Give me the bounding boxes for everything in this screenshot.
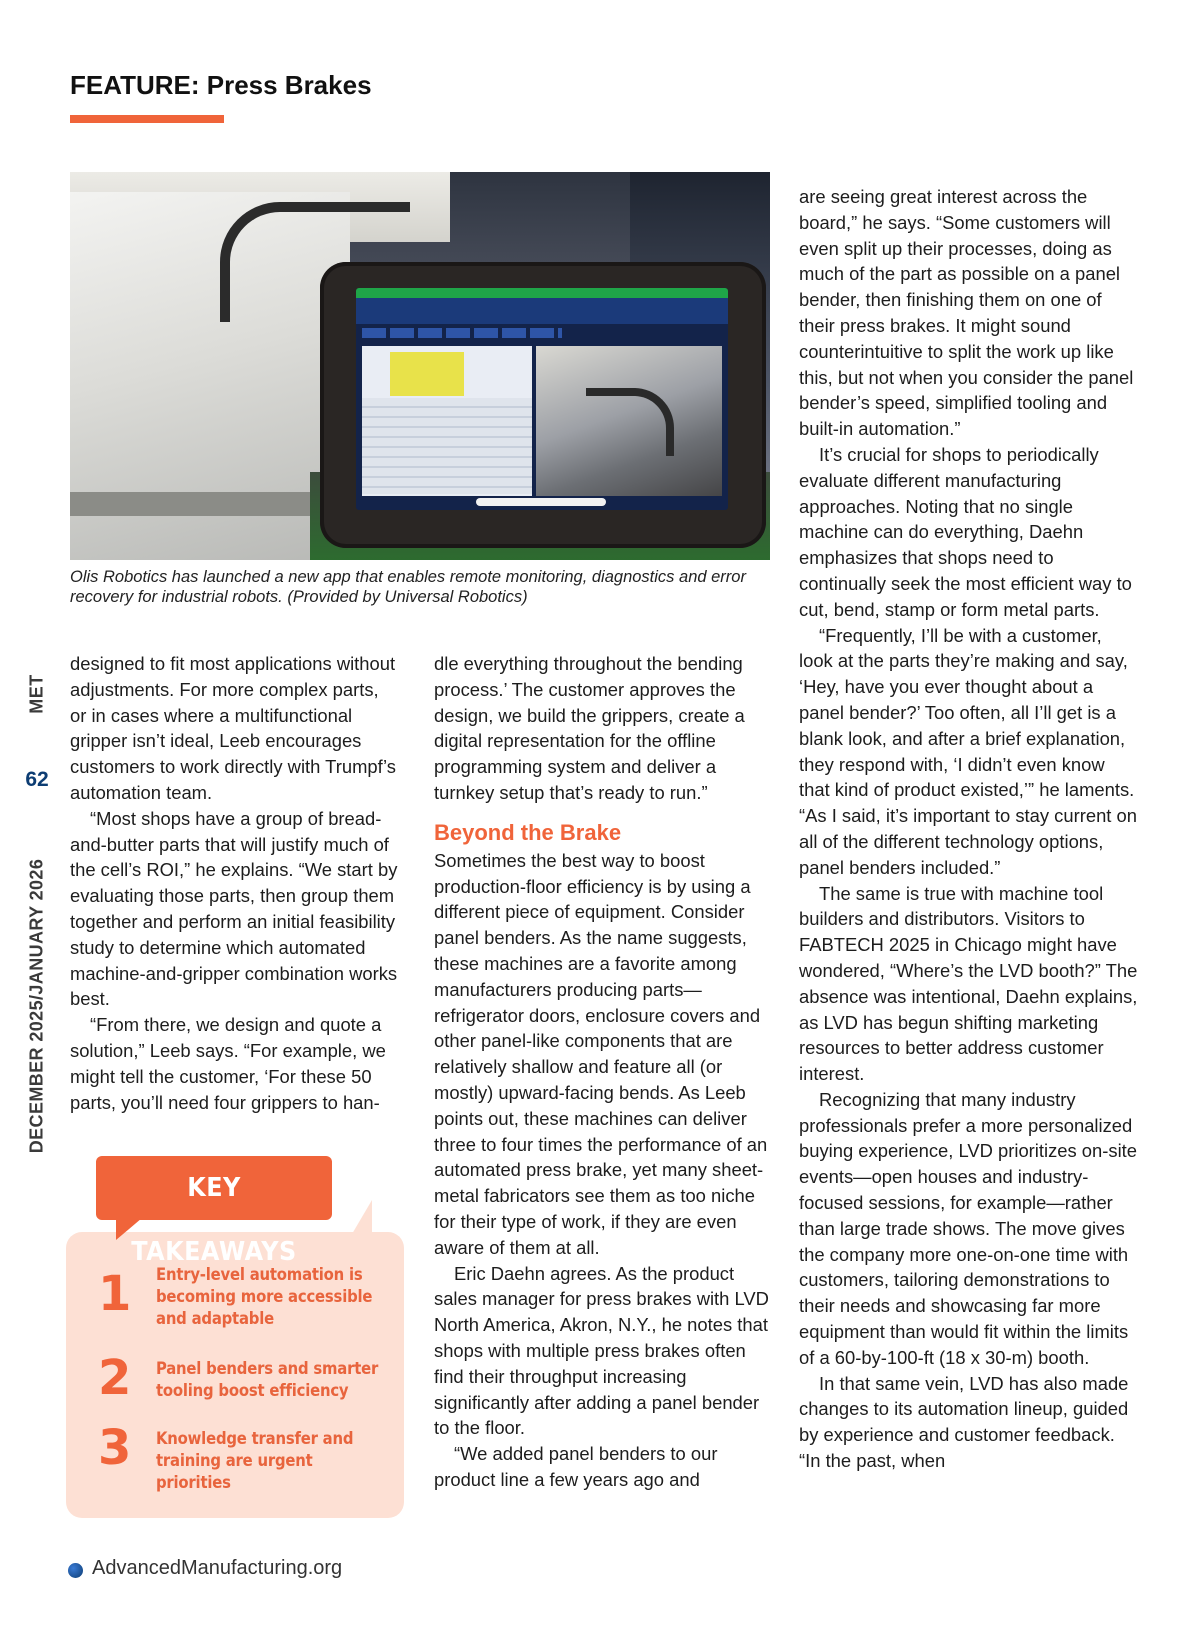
screen-dock	[476, 498, 606, 506]
paragraph: “We added panel benders to our product line a few years ago and	[434, 1443, 718, 1490]
article-column-2	[434, 651, 774, 1493]
photo-tablet	[320, 262, 766, 548]
tablet-screen	[356, 288, 728, 510]
screen-status-bar	[356, 288, 728, 298]
takeaway-text: Knowledge transfer and training are urgent priorities	[156, 1429, 354, 1492]
callout-notch	[352, 1200, 372, 1234]
paragraph: “Most shops have a group of bread-and-butter parts that will justify much of the cell’s ROI,” he explains. “We start by evaluating those parts, then group them together and perform an initial feasibility study to determine which automated machine-and-gripper combination works best.	[70, 807, 398, 1010]
paragraph: Eric Daehn agrees. As the product sales manager for press brakes with LVD North America, Akron, N.Y., he notes that shops with multiple press brakes often find their throughput increasing significantly after adding a panel bender to the floor.	[434, 1262, 769, 1439]
paragraph: are seeing great interest across the board,” he says. “Some customers will even split up their processes, doing as much of the part as possible on a panel bender, then finishing them on one of their press brakes. It might sound counterintuitive to split the work up like this, but not when you consider the panel bender’s speed, simplified tooling and built-in automation.”	[799, 186, 1134, 440]
globe-icon	[68, 1563, 83, 1578]
sidebar-issue-date: DECEMBER 2025/JANUARY 2026	[26, 858, 47, 1154]
screen-robot-arm	[586, 388, 674, 456]
subhead: Beyond the Brake	[434, 819, 622, 845]
paragraph: In that same vein, LVD has also made changes to its automation lineup, guided by experience and customer feedback. “In the past, when	[799, 1372, 1129, 1472]
paragraph: “Frequently, I’ll be with a customer, look at the parts they’re making and say, ‘Hey, have you ever thought about a panel bender?’ Too often, all I’ll get is a blank look, and after a brief explanation, they respond with, ‘I didn’t even know that kind of product existed,’” he laments. “As I said, it’s important to stay current on all of the different technology options, panel benders included.”	[799, 624, 1137, 878]
screen-highlight	[390, 352, 464, 396]
photo-caption: Olis Robotics has launched a new app that enables remote monitoring, diagnostics and error recovery for industrial robots. (Provided by Universal Robotics)	[70, 568, 746, 606]
section-title: FEATURE: Press Brakes	[70, 70, 372, 100]
paragraph: Sometimes the best way to boost production-floor efficiency is by using a different piece of equipment. Consider panel benders. As the name suggests, these machines are a favorite among manufacturers producing parts—refrigerator doors, enclosure covers and other panel-like components that are relatively shallow and feature all (or mostly) upward-facing bends. As Leeb points out, these machines can deliver three to four times the performance of an automated press brake, yet many sheet-metal fabricators see them as too niche for their type of work, if they are even aware of them at all.	[434, 849, 768, 1258]
paragraph: dle everything throughout the bending process.’ The customer approves the design, we build the grippers, create a digital representation for the offline programming system and deliver a turnkey setup that’s ready to run.”	[434, 653, 745, 803]
footer-url: AdvancedManufacturing.org	[92, 1557, 343, 1579]
paragraph: designed to fit most applications without adjustments. For more complex parts, or in cases where a multifunctional gripper isn’t ideal, Leeb encourages customers to work directly with Trumpf’s automation team.	[70, 653, 397, 803]
takeaway-number: 2	[98, 1350, 132, 1406]
screen-rows	[362, 398, 532, 494]
title-underline	[70, 115, 224, 123]
takeaway-number: 3	[98, 1420, 132, 1476]
paragraph: The same is true with machine tool builders and distributors. Visitors to FABTECH 2025 in Chicago might have wondered, “Where’s the LVD booth?” The absence was intentional, Daehn explains, as LVD has begun shifting marketing resources to better address customer interest.	[799, 882, 1138, 1085]
feature-photo	[70, 172, 770, 560]
takeaway-text: Entry-level automation is becoming more accessible and adaptable	[156, 1265, 373, 1328]
sidebar-magazine-name: MET	[26, 674, 47, 714]
article-column-3	[799, 184, 1139, 1474]
screen-tabs	[362, 328, 562, 338]
page-number: 62	[25, 768, 49, 791]
screen-app-bar	[356, 298, 728, 324]
article-column-1	[70, 651, 400, 1115]
paragraph: It’s crucial for shops to periodically evaluate different manufacturing approaches. Noting that no single machine can do everything, Daehn emphasizes that shops need to continually seek the most efficient way to cut, bend, stamp or form metal parts.	[799, 443, 1132, 620]
takeaway-number: 1	[98, 1266, 132, 1322]
paragraph: Recognizing that many industry professionals prefer a more personalized buying experience, LVD prioritizes on-site events—open houses and industry-focused sessions, for example—rather than large trade shows. The move gives the company more one-on-one time with customers, tailoring demonstrations to their needs and showcasing far more equipment than would fit within the limits of a 60-by-100-ft (18 x 30-m) booth.	[799, 1088, 1138, 1368]
paragraph: “From there, we design and quote a solution,” Leeb says. “For example, we might tell the customer, ‘For these 50 parts, you’ll need four grippers to han-	[70, 1014, 386, 1113]
key-takeaways-title: KEY TAKEAWAYS	[131, 1173, 297, 1267]
takeaway-text: Panel benders and smarter tooling boost efficiency	[156, 1359, 379, 1400]
